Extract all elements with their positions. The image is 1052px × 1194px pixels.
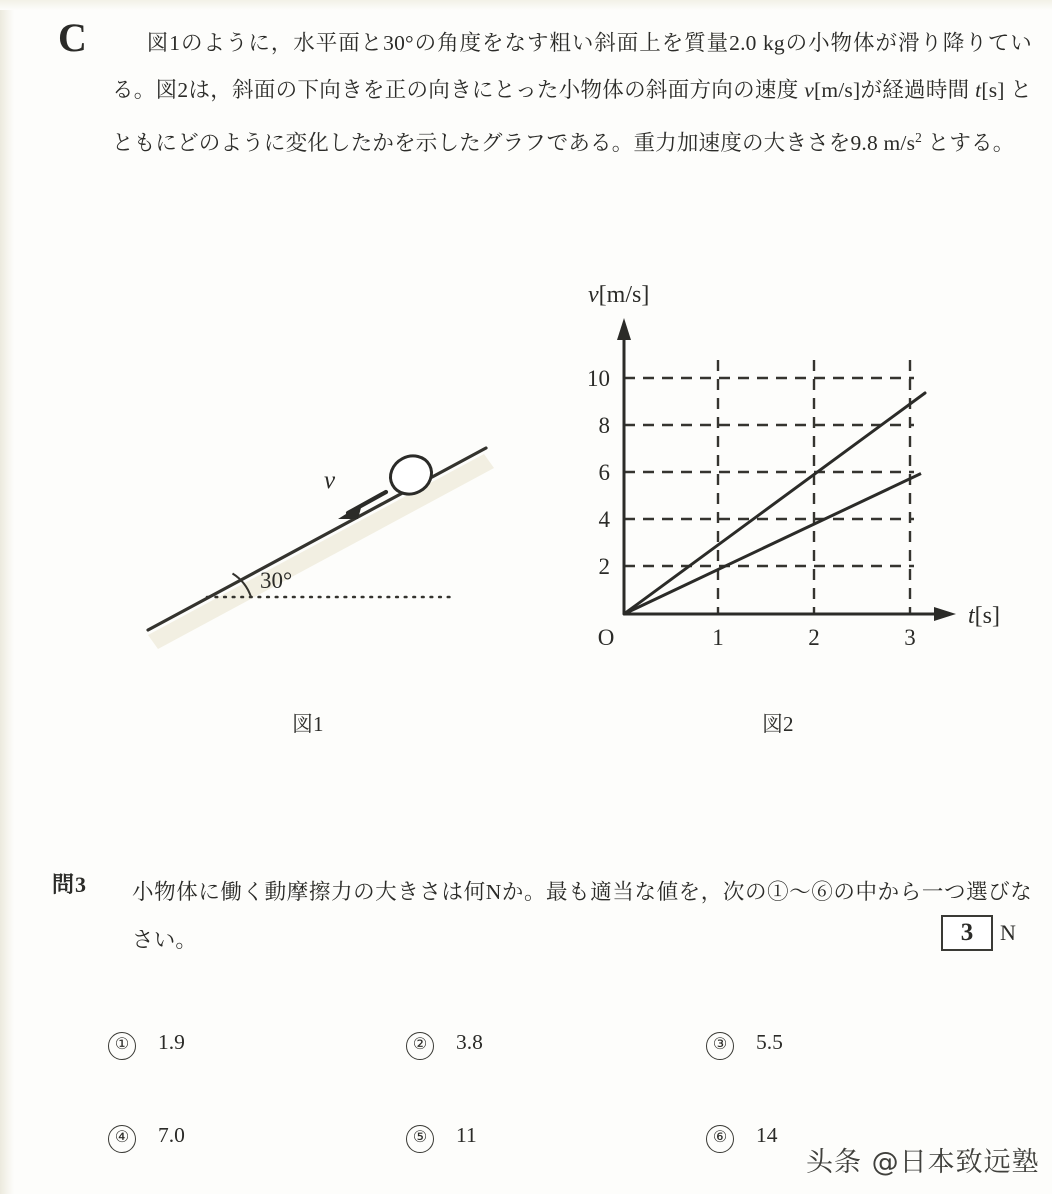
choice-marker-1: ①	[108, 1032, 136, 1060]
figure-1-caption: 図1	[292, 712, 324, 736]
choice-marker-6: ⑥	[706, 1125, 734, 1153]
y-tick-8: 8	[598, 413, 610, 438]
y-axis-label-var: v	[588, 282, 599, 308]
question-text	[132, 868, 1032, 964]
choice-item-4[interactable]	[108, 1123, 185, 1153]
y-tick-4: 4	[598, 507, 610, 532]
choice-value-6: 14	[756, 1123, 778, 1147]
data-line-velocity	[624, 474, 921, 615]
y-tick-labels	[587, 366, 611, 579]
stem-unit-ms: [m/s]	[813, 78, 861, 102]
incline-slab-fill	[148, 454, 494, 649]
stem-superscript-2: 2	[915, 130, 923, 145]
incline-surface-line	[148, 448, 486, 630]
x-tick-labels	[712, 625, 916, 650]
y-axis-label	[588, 282, 649, 308]
choice-item-1[interactable]	[108, 1030, 185, 1060]
choice-item-3[interactable]	[706, 1030, 783, 1060]
stem-line-2: りている。図2は，斜面の下向きを正の向きにとった小物体の斜面方向の速度	[112, 31, 1032, 102]
x-axis-label-var: t	[968, 603, 975, 629]
problem-stem	[112, 20, 1032, 167]
y-tick-2: 2	[598, 554, 610, 579]
answer-slot	[941, 915, 1016, 951]
horizontal-gridlines	[624, 378, 914, 566]
answer-unit: N	[1000, 920, 1016, 945]
x-axis-label	[968, 603, 1000, 629]
choice-value-2: 3.8	[456, 1030, 483, 1054]
x-tick-3: 3	[904, 625, 916, 650]
origin-label: O	[597, 625, 615, 650]
choice-item-5[interactable]	[406, 1123, 477, 1153]
question-text-line-2: つ選びなさい。	[132, 880, 1032, 952]
figure-1-inclined-plane	[70, 260, 540, 700]
choice-value-4: 7.0	[158, 1123, 185, 1147]
figure-2-velocity-time-graph	[540, 260, 1010, 700]
section-letter: C	[58, 15, 87, 60]
velocity-label: v	[324, 467, 336, 494]
stem-line-3-pre: が経過時間	[860, 78, 976, 102]
choices-row-1	[0, 1030, 1052, 1123]
figures-area	[0, 260, 1052, 750]
choice-marker-5: ⑤	[406, 1125, 434, 1153]
choice-item-2[interactable]	[406, 1030, 483, 1060]
stem-line-1: 図1のように，水平面と30°の角度をなす粗い斜面上を質量2.0 kgの小物体が滑り降	[146, 31, 966, 55]
stem-line-3-post: [s] とともにどのように変化したかを示したグラフである。重力加速度の	[112, 78, 1032, 156]
x-tick-1: 1	[712, 625, 724, 650]
question-text-line-1: 小物体に働く動摩擦力の大きさは何Nか。最も適当な値を，次の①〜⑥の中から一	[132, 880, 944, 904]
stem-var-t: t	[975, 78, 982, 102]
choice-value-1: 1.9	[158, 1030, 185, 1054]
stem-line-4-pre: 大きさを9.8 m/s	[763, 131, 916, 156]
watermark: 头条 @日本致远塾	[806, 1147, 1040, 1178]
scan-edge-top	[0, 0, 1052, 10]
choice-item-6[interactable]	[706, 1123, 778, 1153]
angle-label: 30°	[260, 568, 293, 593]
figure-2-caption: 図2	[762, 712, 794, 736]
answer-box[interactable]: 3	[941, 915, 993, 951]
x-axis-label-unit: [s]	[974, 603, 1000, 629]
stem-var-v: v	[804, 78, 814, 102]
question-number: 問3	[52, 872, 88, 897]
y-tick-6: 6	[598, 460, 610, 485]
y-axis-label-unit: [m/s]	[598, 282, 650, 308]
vertical-gridlines	[718, 360, 910, 614]
y-tick-10: 10	[587, 366, 610, 391]
y-axis	[617, 318, 631, 614]
choice-value-5: 11	[456, 1123, 477, 1147]
stem-line-4-post: とする。	[922, 131, 1015, 156]
choice-marker-4: ④	[108, 1125, 136, 1153]
choice-marker-3: ③	[706, 1032, 734, 1060]
choice-marker-2: ②	[406, 1032, 434, 1060]
choice-value-3: 5.5	[756, 1030, 783, 1054]
x-axis	[624, 607, 956, 621]
x-tick-2: 2	[808, 625, 820, 650]
